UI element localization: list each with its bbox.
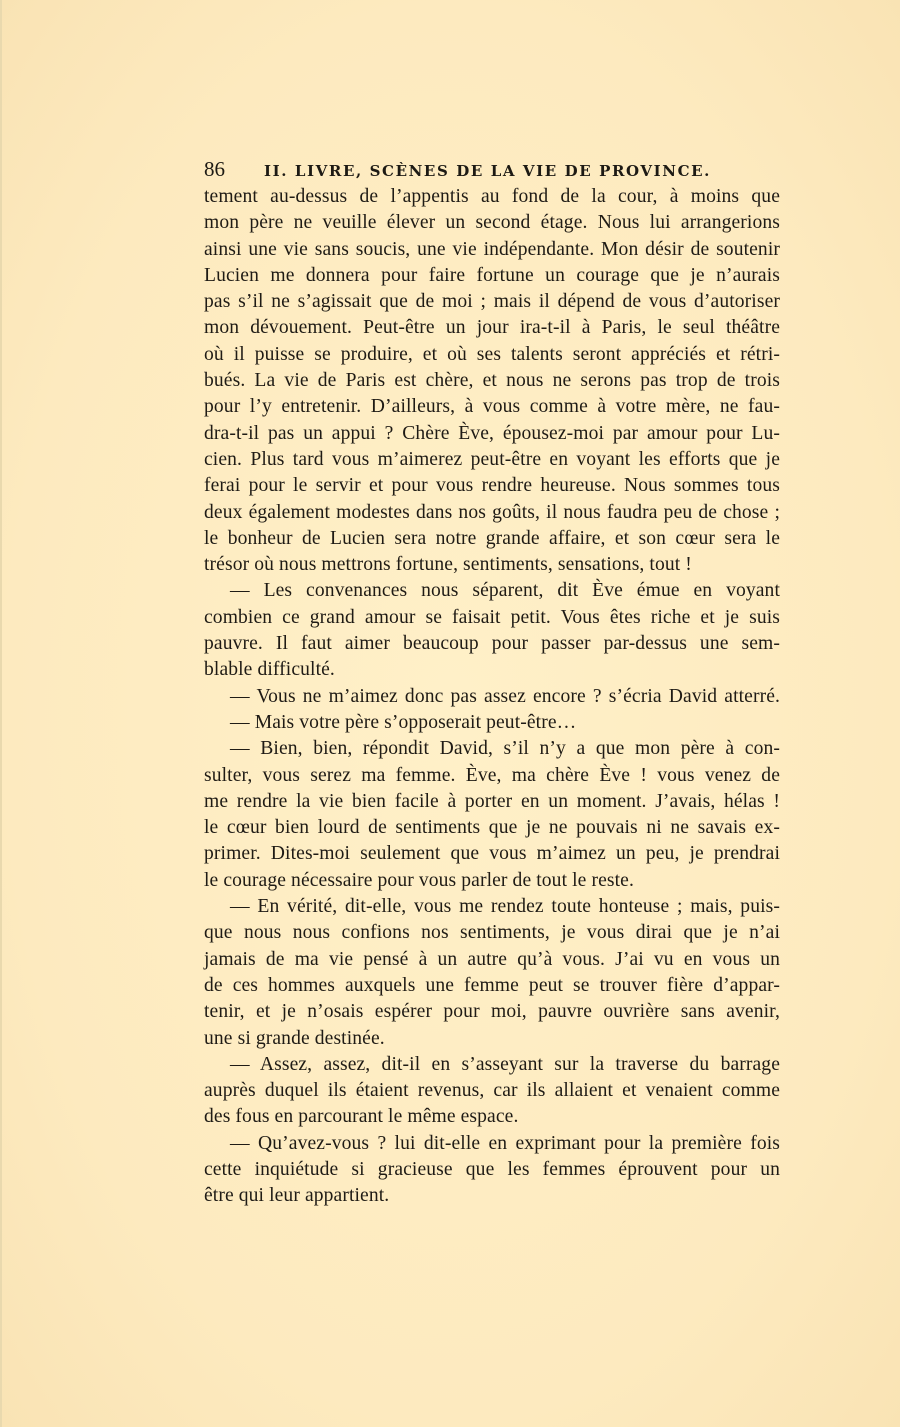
dialogue-line: — En vérité, dit-elle, vous me rendez toute honteuse ; mais, puis- bbox=[230, 896, 780, 918]
text-line: des fous en parcourant le même espace. bbox=[204, 1106, 519, 1128]
text-line: deux également modestes dans nos goûts, il nous faudra peu de chose ; bbox=[204, 501, 780, 523]
text-line: primer. Dites-moi seulement que vous m’aimez un peu, je prendrai bbox=[204, 843, 780, 865]
text-line: que nous nous confions nos sentiments, je vous dirai que je n’ai bbox=[204, 922, 780, 944]
text-line: sulter, vous serez ma femme. Ève, ma chère Ève ! vous venez de bbox=[204, 764, 780, 786]
dialogue-line: — Assez, assez, dit-il en s’asseyant sur la traverse du barrage bbox=[230, 1053, 780, 1075]
dialogue-line: — Vous ne m’aimez donc pas assez encore ? s’écria David atterré. bbox=[230, 685, 780, 707]
text-line: une si grande destinée. bbox=[204, 1027, 385, 1049]
text-line: être qui leur appartient. bbox=[204, 1185, 390, 1207]
text-line: de ces hommes auxquels une femme peut se trouver fière d’appar- bbox=[204, 974, 780, 996]
dialogue-line: — Bien, bien, répondit David, s’il n’y a que mon père à con- bbox=[230, 738, 780, 760]
text-line: ainsi une vie sans soucis, une vie indépendante. Mon désir de soutenir bbox=[204, 238, 780, 260]
text-line: mon dévouement. Peut-être un jour ira-t-il à Paris, le seul théâtre bbox=[204, 317, 780, 339]
body-text bbox=[204, 184, 780, 1210]
text-line: pour l’y entretenir. D’ailleurs, à vous comme à votre mère, ne fau- bbox=[204, 396, 780, 418]
text-line: où il puisse se produire, et où ses talents seront appréciés et rétri- bbox=[204, 343, 780, 365]
text-line: le cœur bien lourd de sentiments que je ne pouvais ni ne savais ex- bbox=[204, 817, 780, 839]
text-line: le courage nécessaire pour vous parler de tout le reste. bbox=[204, 869, 634, 891]
dialogue-line: — Qu’avez-vous ? lui dit-elle en exprimant pour la première fois bbox=[230, 1132, 780, 1154]
page-number: 86 bbox=[204, 157, 225, 181]
text-line: trésor où nous mettrons fortune, sentiments, sensations, tout ! bbox=[204, 554, 692, 576]
text-line: tenir, et je n’osais espérer pour moi, pauvre ouvrière sans avenir, bbox=[204, 1001, 780, 1023]
text-line: mon père ne veuille élever un second étage. Nous lui arrangerions bbox=[204, 212, 780, 234]
text-line: ferai pour le servir et pour vous rendre heureuse. Nous sommes tous bbox=[204, 475, 780, 497]
text-line: Lucien me donnera pour faire fortune un courage que je n’aurais bbox=[204, 264, 780, 286]
text-line: me rendre la vie bien facile à porter en un moment. J’avais, hélas ! bbox=[204, 790, 780, 812]
running-head bbox=[204, 157, 784, 182]
text-line: cien. Plus tard vous m’aimerez peut-être en voyant les efforts que je bbox=[204, 448, 780, 470]
text-line: cette inquiétude si gracieuse que les femmes éprouvent pour un bbox=[204, 1158, 780, 1180]
text-line: pauvre. Il faut aimer beaucoup pour passer par-dessus une sem- bbox=[204, 633, 780, 655]
text-line: tement au-dessus de l’appentis au fond de la cour, à moins que bbox=[204, 186, 780, 207]
text-line: pas s’il ne s’agissait que de moi ; mais il dépend de vous d’autoriser bbox=[204, 291, 780, 313]
running-title: II. LIVRE, SCÈNES DE LA VIE DE PROVINCE. bbox=[264, 162, 711, 180]
text-line: combien ce grand amour se faisait petit. Vous êtes riche et je suis bbox=[204, 606, 780, 628]
text-line: dra-t-il pas un appui ? Chère Ève, épousez-moi par amour pour Lu- bbox=[204, 422, 780, 444]
text-line: le bonheur de Lucien sera notre grande affaire, et son cœur sera le bbox=[204, 527, 780, 549]
dialogue-line: — Mais votre père s’opposerait peut-être… bbox=[230, 711, 577, 733]
text-line: blable difficulté. bbox=[204, 659, 335, 681]
dialogue-line: — Les convenances nous séparent, dit Ève émue en voyant bbox=[230, 580, 780, 602]
text-line: bués. La vie de Paris est chère, et nous ne serons pas trop de trois bbox=[204, 370, 780, 392]
text-line: jamais de ma vie pensé à un autre qu’à vous. J’ai vu en vous un bbox=[204, 948, 780, 970]
text-line: auprès duquel ils étaient revenus, car ils allaient et venaient comme bbox=[204, 1080, 780, 1102]
